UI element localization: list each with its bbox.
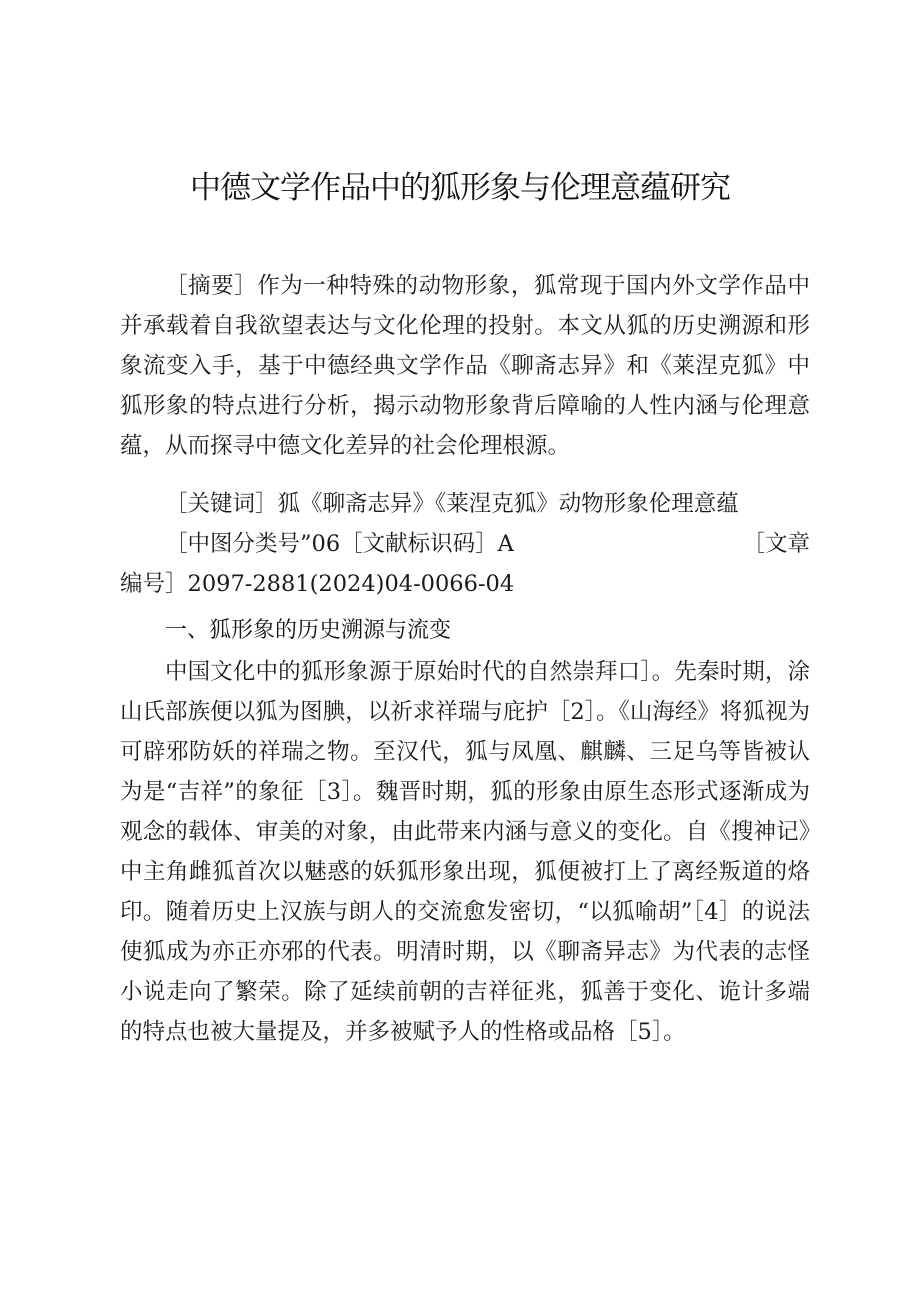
section-paragraph: 中国文化中的狐形象源于原始时代的自然崇拜口］。先秦时期，涂山氏部族便以狐为图腆，以祈求祥瑞与庇护［2］。《山海经》将狐视为可辟邪防妖的祥瑞之物。至汉代，狐与凤凰、麒麟、三足乌等皆被认为是“吉祥”的象征［3］。魏晋时期，狐的形象由原生态形式逐渐成为观念的载体、审美的对象，由此带来内涵与意义的变化。自《搜神记》中主角雌狐首次以魅惑的妖狐形象出现，狐便被打上了离经叛道的烙印。随着历史上汉族与朗人的交流愈发密切，“以狐喻胡”［4］的说法使狐成为亦正亦邪的代表。明清时期，以《聊斋异志》为代表的志怪小说走向了繁荣。除了延续前朝的吉祥征兆，狐善于变化、诡计多端的特点也被大量提及，并多被赋予人的性格或品格［5］。 (120, 659, 810, 1045)
classification-codes: ［中图分类号”06［文献标识码］A (165, 531, 514, 557)
document-title: 中德文学作品中的狐形象与伦理意蕴研究 (190, 170, 730, 206)
article-number: 编号］2097-2881(2024)04-0066-04 (120, 571, 515, 597)
article-number-label-start: ［文章 (742, 531, 810, 557)
abstract-block (120, 266, 810, 466)
classification-row (120, 524, 810, 564)
section-heading: 一、狐形象的历史溯源与流变 (165, 618, 452, 643)
classification-block (120, 524, 810, 604)
abstract-text: ［摘要］作为一种特殊的动物形象，狐常现于国内外文学作品中并承载着自我欲望表达与文化伦理的投射。本文从狐的历史溯源和形象流变入手，基于中德经典文学作品《聊斋志异》和《莱涅克狐》中狐形象的特点进行分析，揭示动物形象背后障喻的人性内涵与伦理意蕴，从而探寻中德文化差异的社会伦理根源。 (120, 273, 810, 459)
section-body (120, 652, 810, 1052)
keywords-text: ［关键词］狐《聊斋志异》《莱涅克狐》动物形象伦理意蕴 (165, 491, 739, 517)
keywords-block (120, 484, 810, 524)
